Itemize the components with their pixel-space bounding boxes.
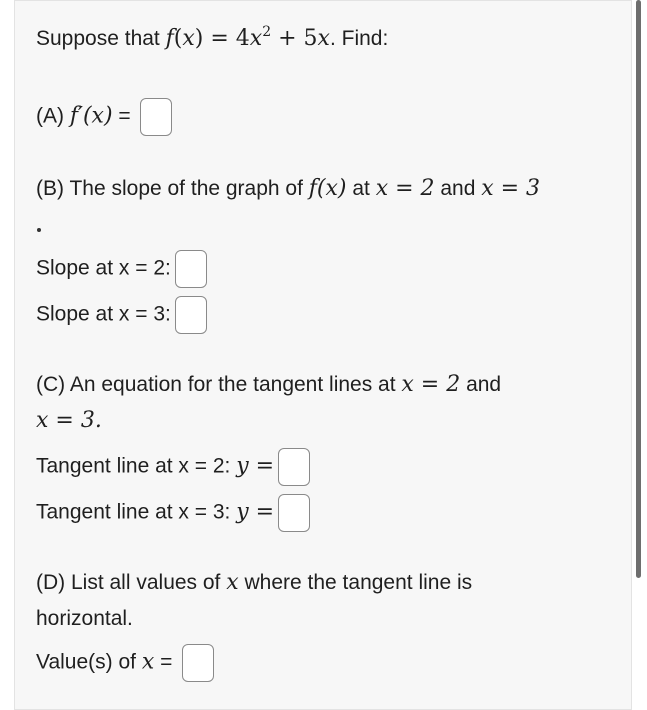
derivative-answer-input[interactable] xyxy=(140,98,172,136)
part-b: (B) The slope of the graph of f(x) at x = 2 and x = 3 xyxy=(36,176,541,201)
function-definition: $f(x) = 4x^2 + 5x$ xyxy=(165,24,330,51)
tangent-x3-row: Tangent line at x = 3: y = xyxy=(36,494,310,532)
slope-x2-row: Slope at x = 2: xyxy=(36,250,207,288)
derivative-expression: f′(x) xyxy=(69,103,113,129)
problem-statement: Suppose that $f(x) = 4x^2 + 5x$. Find: xyxy=(36,24,389,51)
part-d-line1: (D) List all values of x where the tangent line is xyxy=(36,570,473,595)
part-a: (A) f′(x) = xyxy=(36,98,172,136)
part-c-line2: x = 3. xyxy=(36,408,102,433)
values-row: Value(s) of x = xyxy=(36,644,214,682)
part-c-line1: (C) An equation for the tangent lines at x = 2 and xyxy=(36,372,502,397)
tangent-x2-row: Tangent line at x = 2: y = xyxy=(36,448,310,486)
period-dot xyxy=(37,228,41,232)
horizontal-tangent-values-input[interactable] xyxy=(182,644,214,682)
tangent-x2-input[interactable] xyxy=(278,448,310,486)
slope-x3-row: Slope at x = 3: xyxy=(36,296,207,334)
slope-x3-input[interactable] xyxy=(175,296,207,334)
tangent-x3-input[interactable] xyxy=(278,494,310,532)
scrollbar[interactable] xyxy=(636,0,641,578)
part-d-line2: horizontal. xyxy=(36,607,133,630)
slope-x2-input[interactable] xyxy=(175,250,207,288)
